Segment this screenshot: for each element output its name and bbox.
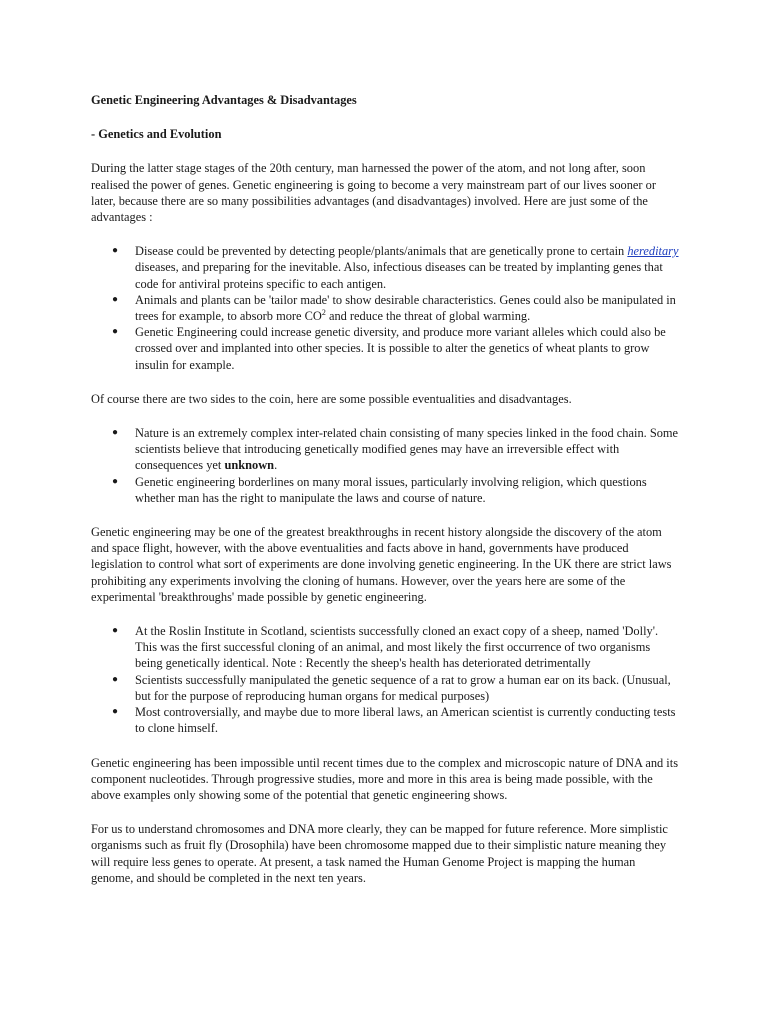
breakthroughs-intro: Genetic engineering may be one of the greatest breakthroughs in recent history alongside the discovery of the atom and space flight, however, with the above eventualities and facts above in hand, governments have produced legislation to control what sort of experiments are done involving genetic engineering. In the UK there are strict laws prohibiting any experiments involving the cloning of humans. However, over the years here are some of the experimental 'breakthroughs' made possible by genetic engineering. [91, 525, 672, 604]
advantage-text: Animals and plants can be 'tailor made' to show desirable characteristics. Genes could also be manipulated in trees for example, to absorb more CO [135, 292, 676, 324]
advantage-text: Disease could be prevented by detecting people/plants/animals that are genetically prone to certain [135, 244, 628, 259]
advantage-text: and reduce the threat of global warming. [325, 309, 531, 324]
superscript: 2 [321, 308, 326, 318]
bullet-icon: ● [112, 706, 119, 718]
intro-paragraph: During the latter stage stages of the 20th century, man harnessed the power of the atom, and not long after, soon realised the power of genes. Genetic engineering is going to become a very mainstream part of our lives sooner or later, because there are so many possibilities advantages (and disadvantages) involved. Here are just some of the advantages : [91, 161, 656, 225]
disadvantage-text: Genetic engineering borderlines on many moral issues, particularly involving religion, which questions whether man has the right to manipulate the laws and course of nature. [135, 474, 647, 505]
disadvantage-text: . [274, 458, 278, 473]
list-item [112, 324, 679, 373]
bullet-icon: ● [112, 673, 119, 685]
bullet-icon: ● [112, 326, 119, 338]
page-title: Genetic Engineering Advantages & Disadvantages [91, 93, 357, 107]
closing-paragraph: For us to understand chromosomes and DNA more clearly, they can be mapped for future reference. More simplistic organisms such as fruit fly (Drosophila) have been chromosome mapped due to their simplistic nature meaning they will require less genes to operate. At present, a task named the Human Genome Project is mapping the human genome, and should be completed in the next ten years. [91, 822, 668, 885]
emphasis-text: unknown [224, 458, 275, 473]
bullet-icon: ● [112, 625, 119, 637]
advantage-text: Genetic Engineering could increase genetic diversity, and produce more variant alleles which could also be crossed over and implanted into other species. It is possible to alter the genetics of wheat plants to grow insulin for example. [135, 325, 666, 372]
breakthrough-text: Scientists successfully manipulated the genetic sequence of a rat to grow a human ear on its back. (Unusual, but for the purpose of reproducing human organs for medical purposes) [135, 672, 671, 703]
list-item [112, 243, 679, 292]
breakthroughs-list [91, 623, 679, 736]
disadvantage-text: Nature is an extremely complex inter-related chain consisting of many species linked in the food chain. Some scientists believe that introducing genetically modified genes may have an irreversible effect with consequences yet [135, 426, 679, 473]
list-item [112, 292, 679, 324]
hereditary-link[interactable]: hereditary [627, 244, 679, 259]
list-item [112, 704, 679, 736]
list-item [112, 672, 679, 704]
closing-paragraph: Genetic engineering has been impossible until recent times due to the complex and microscopic nature of DNA and its component nucleotides. Through progressive studies, more and more in this area is being made possible, with the above examples only showing some of the potential that genetic engineering shows. [91, 755, 679, 802]
list-item [112, 474, 679, 506]
breakthrough-text: Most controversially, and maybe due to more liberal laws, an American scientist is currently conducting tests to clone himself. [135, 705, 676, 736]
breakthrough-text: At the Roslin Institute in Scotland, scientists successfully cloned an exact copy of a sheep, named 'Dolly'. This was the first successful cloning of an animal, and most likely the first occurrence of two organisms being genetically identical. Note : Recently the sheep's health has deteriorated detrimentally [135, 624, 659, 671]
disadvantages-intro: Of course there are two sides to the coin, here are some possible eventualities and disadvantages. [91, 391, 572, 406]
bullet-icon: ● [112, 475, 119, 487]
advantage-text: diseases, and preparing for the inevitable. Also, infectious diseases can be treated by implanting genes that code for antiviral proteins specific to each antigen. [135, 260, 663, 291]
bullet-icon: ● [112, 293, 119, 305]
disadvantages-list [91, 425, 679, 506]
bullet-icon: ● [112, 427, 119, 439]
bullet-icon: ● [112, 245, 119, 257]
list-item [112, 623, 679, 672]
document-page [91, 92, 679, 904]
advantages-list [91, 243, 679, 373]
list-item [112, 425, 679, 474]
page-subtitle: - Genetics and Evolution [91, 127, 222, 142]
